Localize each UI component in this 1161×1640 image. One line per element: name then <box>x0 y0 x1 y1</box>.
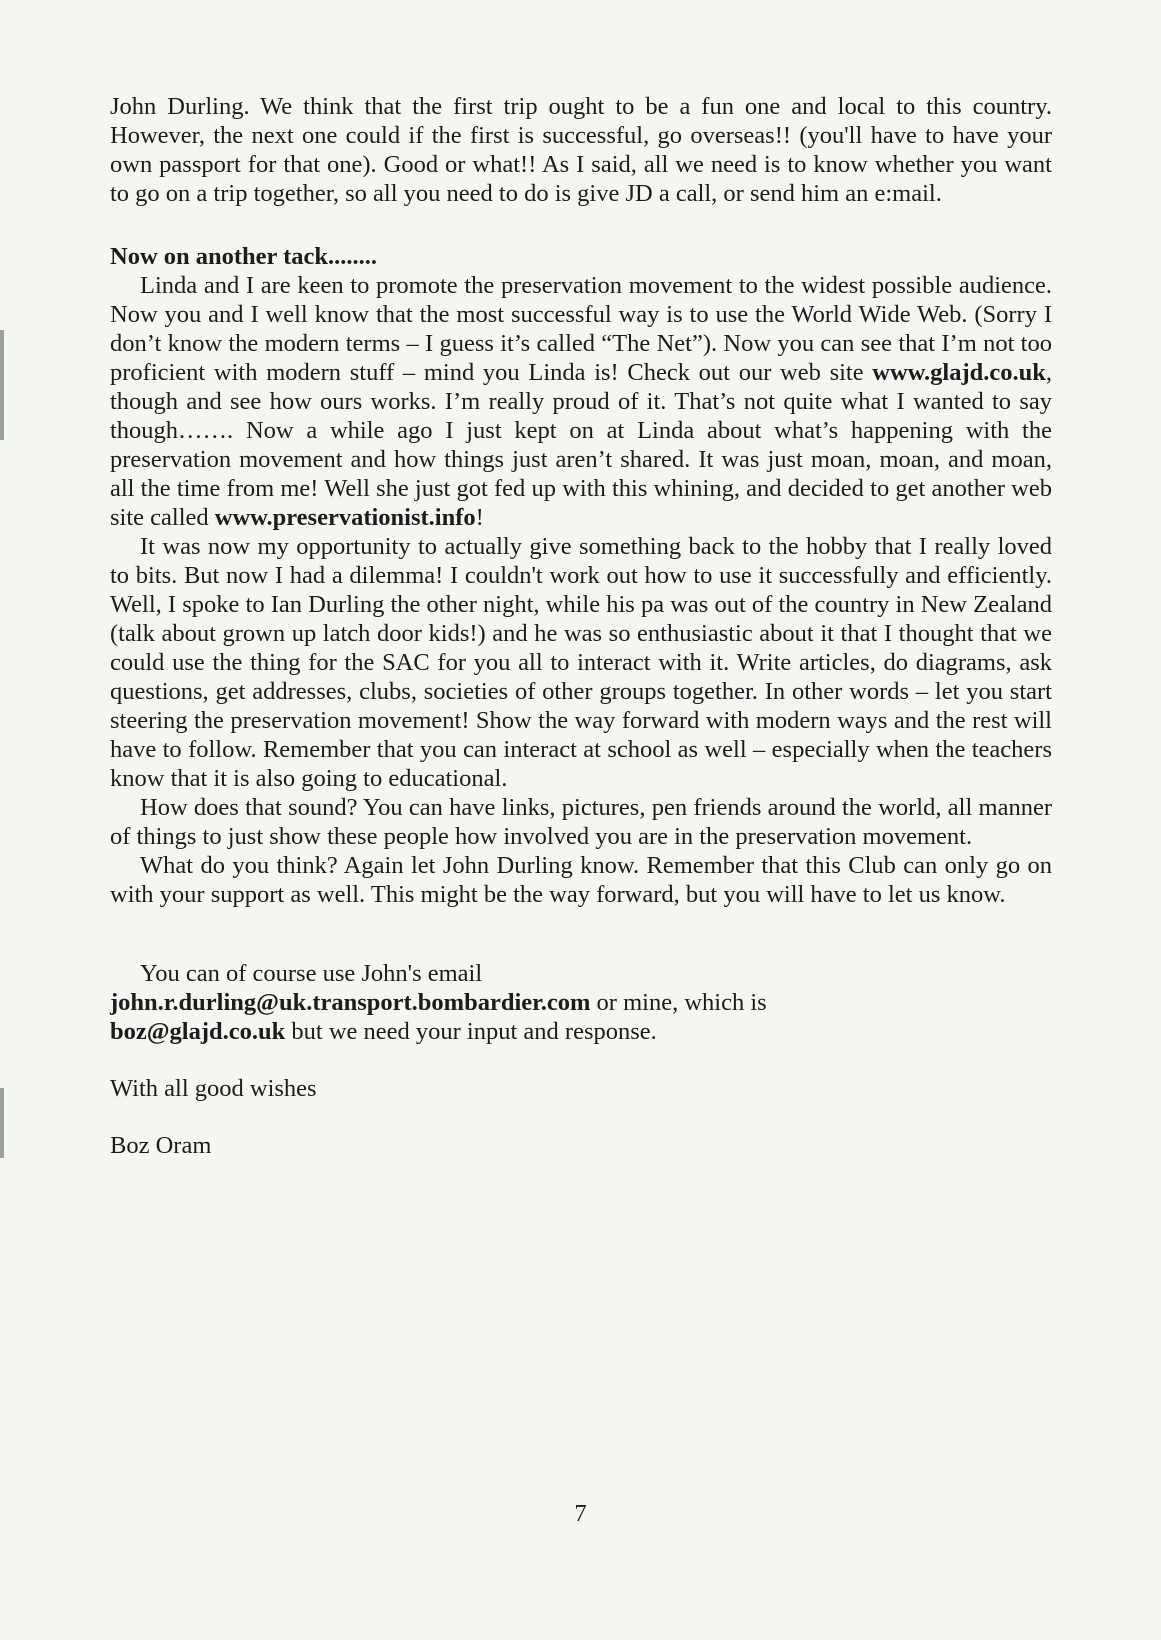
contact-text: or mine, which is <box>590 989 767 1016</box>
email-link-boz[interactable]: boz@glajd.co.uk <box>110 1018 286 1045</box>
closing-line: With all good wishes <box>110 1075 317 1102</box>
paragraph-what-think: What do you think? Again let John Durling know. Remember that this Club can only go on with your support as well. This might be the way forward, but you will have to let us know. <box>110 852 1052 908</box>
website-link[interactable]: www.glajd.co.uk <box>872 359 1046 386</box>
contact-block <box>110 959 1052 1046</box>
page-body <box>110 92 1052 1160</box>
section-heading: Now on another tack........ <box>110 243 378 270</box>
paragraph-opportunity: It was now my opportunity to actually give something back to the hobby that I really loved to bits. But now I had a dilemma! I couldn't work out how to use it successfully and efficiently. Well, I spoke to Ian Durling the other night, while his pa was out of the country in New Zealand (talk about grown up latch door kids!) and he was so enthusiastic about it that I thought that we could use the thing for the SAC for you all to interact with it. Write articles, do diagrams, ask questions, get addresses, clubs, societies of other groups together. In other words – let you start steering the preservation movement! Show the way forward with modern ways and the rest will have to follow. Remember that you can interact at school as well – especially when the teachers know that it is also going to educational. <box>110 533 1052 792</box>
paragraph-how-sound: How does that sound? You can have links, pictures, pen friends around the world, all manner of things to just show these people how involved you are in the preservation movement. <box>110 794 1052 850</box>
paragraph-text: Linda and I are keen to promote the preservation movement to the widest possible audience. Now you and I well know that the most successful way is to use the World Wide Web. (Sorry I don’t know the modern terms – I guess it’s called “The Net”). Now you can see that I’m not too proficient with modern stuff – mind you Linda is! Check out our web site <box>110 272 1052 386</box>
contact-line <box>110 1017 1052 1046</box>
binding-mark <box>0 1088 4 1158</box>
contact-line <box>110 988 1052 1017</box>
page-number: 7 <box>574 1500 587 1527</box>
website-link[interactable]: www.preservationist.info <box>214 504 476 531</box>
binding-mark <box>0 330 4 440</box>
intro-paragraph: John Durling. We think that the first trip ought to be a fun one and local to this country. However, the next one could if the first is successful, go overseas!! (you'll have to have your own passport for that one). Good or what!! As I said, all we need is to know whether you want to go on a trip together, so all you need to do is give JD a call, or send him an e:mail. <box>110 93 1052 207</box>
contact-text: but we need your input and response. <box>285 1018 657 1045</box>
email-link-john[interactable]: john.r.durling@uk.transport.bombardier.com <box>110 989 591 1016</box>
paragraph-text: , though and see how ours works. I’m really proud of it. That’s not quite what I wanted to say though……. Now a while ago I just kept on at Linda about what’s happening with the preservation movement and how things just aren’t shared. It was just moan, moan, and moan, all the time from me! Well she just got fed up with this whining, and decided to get another web site called <box>110 359 1052 531</box>
paragraph-web <box>110 271 1052 532</box>
contact-intro: You can of course use John's email <box>140 960 483 987</box>
signature: Boz Oram <box>110 1132 212 1159</box>
paragraph-text: ! <box>475 504 484 531</box>
